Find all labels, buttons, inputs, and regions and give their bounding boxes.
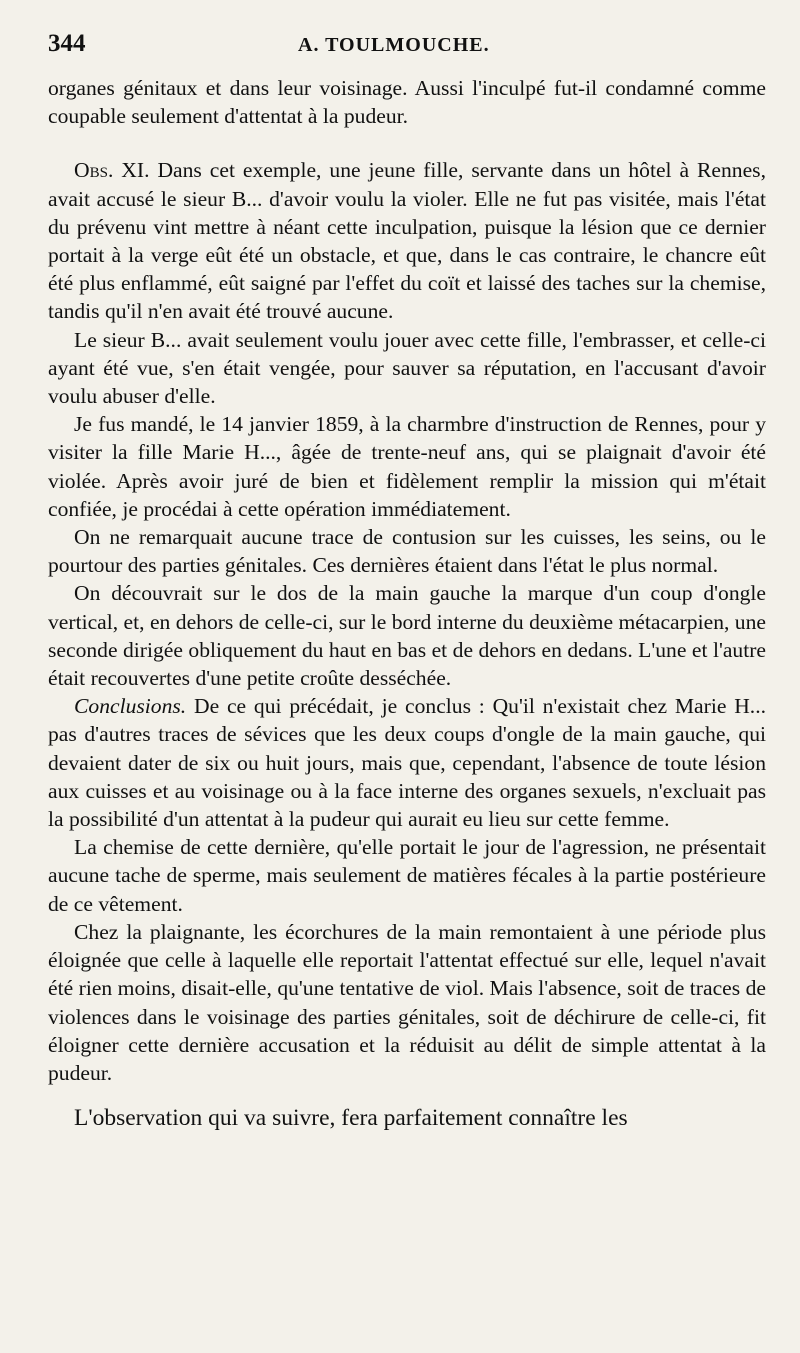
paragraph: On découvrait sur le dos de la main gauche la marque d'un coup d'ongle vertical, et, en dehors de celle-ci, sur le bord interne du deuxième métacarpien, une seconde dirigée obliquement du haut en bas et de dehors en dedans. L'une et l'autre était recouvertes d'une petite croûte desséchée. [48, 581, 766, 691]
paragraph: La chemise de cette dernière, qu'elle portait le jour de l'agression, ne présentait aucune tache de sperme, mais seulement de matières fécales à la partie postérieure de ce vêtement. [48, 835, 766, 916]
paragraph-next: L'observation qui va suivre, fera parfaitement connaître les [74, 1105, 628, 1132]
observation-text: Dans cet exemple, une jeune fille, servante dans un hôtel à Rennes, avait accusé le sieur B... d'avoir voulu la violer. Elle ne fut pas visitée, mais l'état du prévenu vint mettre à néant cette inculpation, puisque la lésion que ce dernier portait à la verge eût été un obstacle, et que, dans le cas contraire, le chancre eût été plus enflammé, eût saigné par l'effet du coït et laissé des taches sur la chemise, tandis qu'il n'en avait été trouvé aucune. [48, 158, 766, 324]
paragraph-conclusions [48, 692, 766, 833]
observation-label: Obs. XI. [74, 158, 150, 183]
page-number: 344 [48, 30, 86, 57]
running-title: A. TOULMOUCHE. [298, 34, 490, 56]
body-text [48, 74, 766, 1133]
paragraph-observation-11 [48, 156, 766, 325]
paragraph: Je fus mandé, le 14 janvier 1859, à la charmbre d'instruction de Rennes, pour y visiter la fille Marie H..., âgée de trente-neuf ans, qui se plaignait d'avoir été violée. Après avoir juré de bien et fidèlement remplir la mission qui m'était confiée, je procédai à cette opération immédiatement. [48, 412, 766, 521]
paragraph: Chez la plaignante, les écorchures de la main remontaient à une période plus éloignée que celle à laquelle elle reportait l'attentat effectué sur elle, lequel n'avait été rien moins, disait-elle, qu'une tentative de viol. Mais l'absence, soit de traces de violences dans le voisinage des parties génitales, soit de déchirure de celle-ci, fit éloigner cette dernière accusation et la réduisit au délit de simple attentat à la pudeur. [48, 919, 766, 1085]
paragraph-continuation: organes génitaux et dans leur voisinage. Aussi l'inculpé fut-il condamné comme coupable seulement d'attentat à la pudeur. [48, 76, 766, 129]
paragraph: On ne remarquait aucune trace de contusion sur les cuisses, les seins, ou le pourtour des parties génitales. Ces dernières étaient dans l'état le plus normal. [48, 525, 766, 578]
paragraph: Le sieur B... avait seulement voulu jouer avec cette fille, l'embrasser, et celle-ci ayant été vue, s'en était vengée, pour sauver sa réputation, en l'accusant d'avoir voulu abuser d'elle. [48, 327, 766, 409]
conclusions-label: Conclusions. [74, 694, 187, 719]
conclusions-text: De ce qui précédait, je conclus : Qu'il n'existait chez Marie H... pas d'autres traces de sévices que les deux coups d'ongle de la main gauche, qui devaient dater de six ou huit jours, mais que, cependant, l'absence de toute lésion aux cuisses et au voisinage ou à la face interne des organes sexuels, n'excluait pas la possibilité d'un attentat à la pudeur qui aurait eu lieu sur cette femme. [48, 694, 766, 832]
page-header [48, 30, 766, 74]
